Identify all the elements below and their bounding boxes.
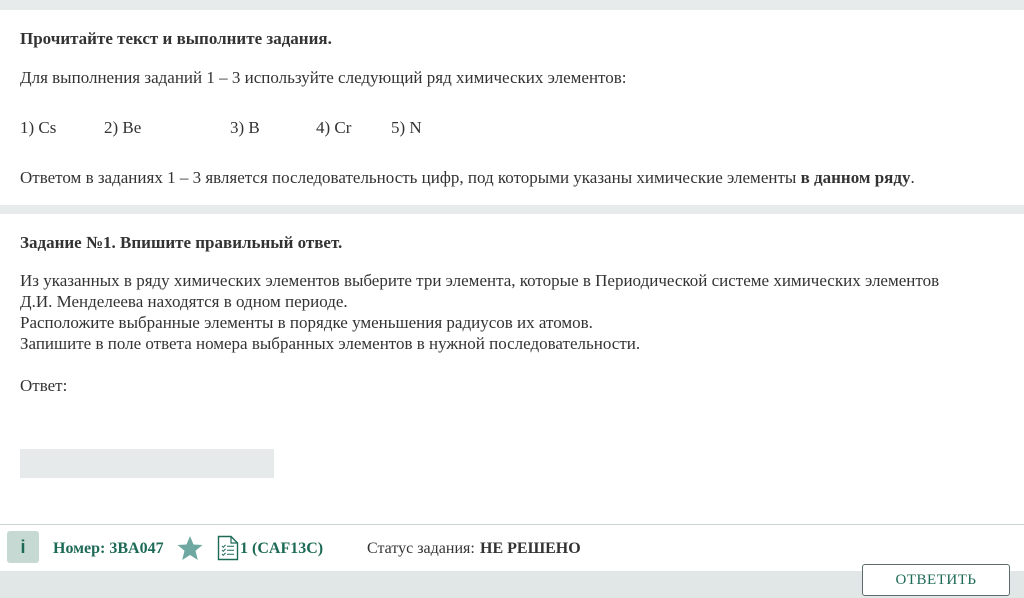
status-value: НЕ РЕШЕНО: [480, 540, 581, 557]
intro-heading: Прочитайте текст и выполните задания.: [20, 29, 332, 48]
status-label: Статус задания:: [367, 540, 475, 557]
intro-note: [20, 167, 915, 188]
element-item-4: 4) Cr: [316, 118, 352, 137]
intro-instruction: Для выполнения заданий 1 – 3 используйте следующий ряд химических элементов:: [20, 68, 627, 87]
submit-answer-button[interactable]: ОТВЕТИТЬ: [862, 564, 1010, 596]
intro-note-end: .: [910, 168, 915, 187]
intro-note-text: Ответом в заданиях 1 – 3 является последовательность цифр, под которыми указаны химические элементы: [20, 168, 797, 187]
element-item-1: 1) Cs: [20, 118, 57, 137]
task-text-line-4: Запишите в поле ответа номера выбранных элементов в нужной последовательности.: [20, 334, 641, 353]
task-text-line-1: Из указанных в ряду химических элементов выберите три элемента, которые в Периодической системе химических элементов: [20, 271, 940, 290]
info-button[interactable]: i: [7, 531, 39, 563]
answer-input[interactable]: [20, 449, 274, 478]
element-item-5: 5) N: [391, 118, 422, 137]
intro-note-emphasis: в данном ряду: [800, 168, 911, 187]
document-icon[interactable]: [217, 535, 239, 561]
star-icon[interactable]: [176, 535, 204, 561]
task-text-line-3: Расположите выбранные элементы в порядке уменьшения радиусов их атомов.: [20, 313, 593, 332]
task-text-line-2: Д.И. Менделеева находятся в одном периоде.: [20, 292, 348, 311]
task-title: Задание №1. Впишите правильный ответ.: [20, 233, 343, 252]
element-item-3: 3) B: [230, 118, 260, 137]
task-number: Номер: 3BA047: [53, 540, 164, 557]
answer-label: Ответ:: [20, 376, 68, 395]
document-reference[interactable]: 1 (CAF13C): [240, 540, 324, 557]
element-item-2: 2) Be: [104, 118, 142, 137]
